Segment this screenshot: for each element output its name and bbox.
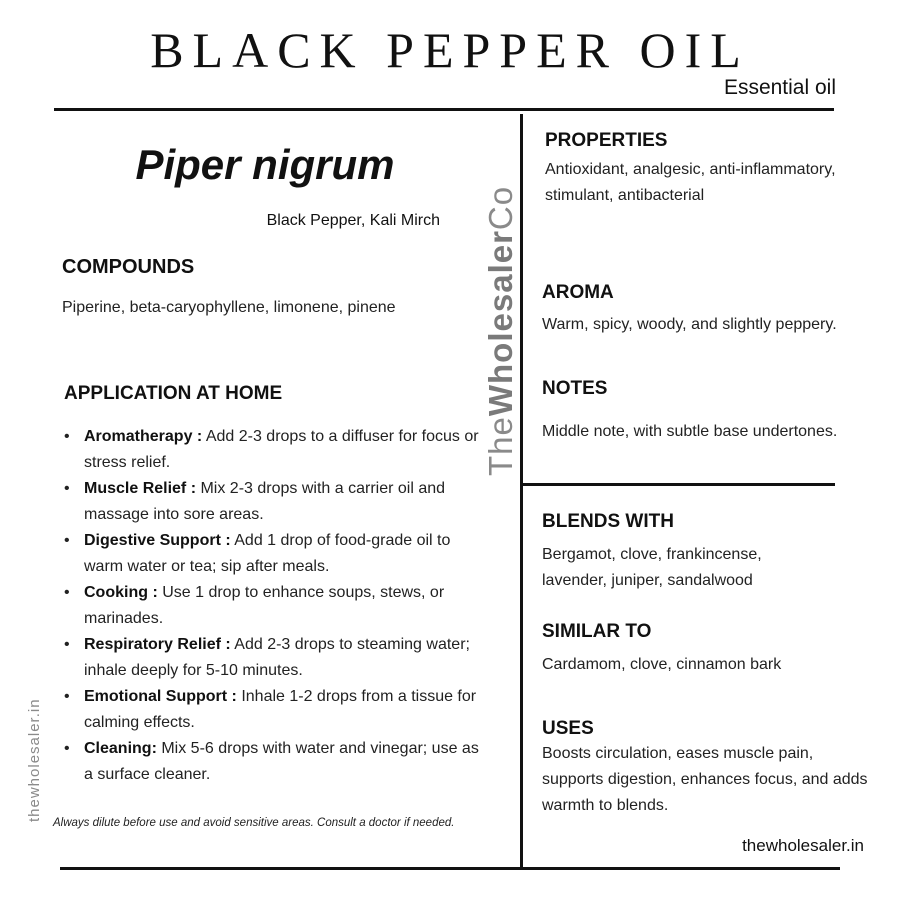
item-label: Muscle Relief :	[84, 480, 197, 497]
item-text: Add 1 drop of food-grade oil to warm water or tea; sip after meals.	[84, 532, 451, 575]
bullet-icon: •	[64, 688, 70, 705]
footer-divider	[60, 867, 840, 870]
blends-with-heading: BLENDS WITH	[542, 511, 674, 532]
bullet-icon: •	[64, 636, 70, 653]
list-item	[62, 476, 492, 528]
notes-text: Middle note, with subtle base undertones.	[542, 423, 838, 440]
safety-disclaimer: Always dilute before use and avoid sensitive areas. Consult a doctor if needed.	[53, 817, 455, 829]
properties-text: Antioxidant, analgesic, anti-inflammatory, stimulant, antibacterial	[545, 161, 836, 204]
page-title: BLACK PEPPER OIL	[150, 22, 750, 78]
column-divider	[520, 114, 523, 868]
properties-heading: PROPERTIES	[545, 130, 668, 151]
uses-text: Boosts circulation, eases muscle pain, supports digestion, enhances focus, and adds warmth to blends.	[542, 745, 868, 814]
list-item	[62, 736, 492, 788]
bullet-icon: •	[64, 584, 70, 601]
uses-heading: USES	[542, 718, 594, 739]
footer-website-link[interactable]: thewholesaler.in	[742, 836, 864, 855]
item-text: Mix 5-6 drops with water and vinegar; use as a surface cleaner.	[84, 740, 479, 783]
item-text: Mix 2-3 drops with a carrier oil and massage into sore areas.	[84, 480, 446, 523]
right-section-divider	[523, 483, 835, 486]
item-label: Emotional Support :	[84, 688, 237, 705]
item-label: Cleaning:	[84, 740, 157, 757]
list-item	[62, 632, 492, 684]
header-divider	[54, 108, 834, 111]
species-name: Piper nigrum	[135, 141, 395, 188]
aroma-heading: AROMA	[542, 282, 614, 303]
brand-prefix: The	[482, 416, 519, 476]
compounds-heading: COMPOUNDS	[62, 256, 195, 278]
list-item	[62, 424, 492, 476]
brand-suffix: Co	[482, 185, 519, 231]
item-label: Digestive Support :	[84, 532, 231, 549]
compounds-text: Piperine, beta-caryophyllene, limonene, pinene	[62, 299, 396, 316]
bullet-icon: •	[64, 480, 70, 497]
item-text: Add 2-3 drops to steaming water; inhale deeply for 5-10 minutes.	[84, 636, 470, 679]
similar-to-text: Cardamom, clove, cinnamon bark	[542, 656, 782, 673]
aroma-text: Warm, spicy, woody, and slightly peppery.	[542, 316, 837, 333]
application-list	[62, 424, 492, 788]
side-website-url: thewholesaler.in	[26, 698, 43, 822]
brand-bold: Wholesaler	[482, 230, 519, 417]
blends-with-text: Bergamot, clove, frankincense, lavender, juniper, sandalwood	[542, 546, 762, 589]
common-names: Black Pepper, Kali Mirch	[266, 212, 440, 229]
bullet-icon: •	[64, 532, 70, 549]
similar-to-heading: SIMILAR TO	[542, 621, 652, 642]
item-text: Inhale 1-2 drops from a tissue for calming effects.	[84, 688, 477, 731]
application-heading: APPLICATION AT HOME	[64, 383, 283, 404]
list-item	[62, 684, 492, 736]
bullet-icon: •	[64, 428, 70, 445]
list-item	[62, 580, 492, 632]
item-text: Add 2-3 drops to a diffuser for focus or stress relief.	[84, 428, 479, 471]
list-item	[62, 528, 492, 580]
item-label: Aromatherapy :	[84, 428, 203, 445]
page-subtitle: Essential oil	[723, 76, 836, 99]
item-label: Respiratory Relief :	[84, 636, 231, 653]
bullet-icon: •	[64, 740, 70, 757]
brand-wordmark	[482, 146, 519, 476]
notes-heading: NOTES	[542, 378, 608, 399]
item-text: Use 1 drop to enhance soups, stews, or marinades.	[84, 584, 445, 627]
item-label: Cooking :	[84, 584, 158, 601]
